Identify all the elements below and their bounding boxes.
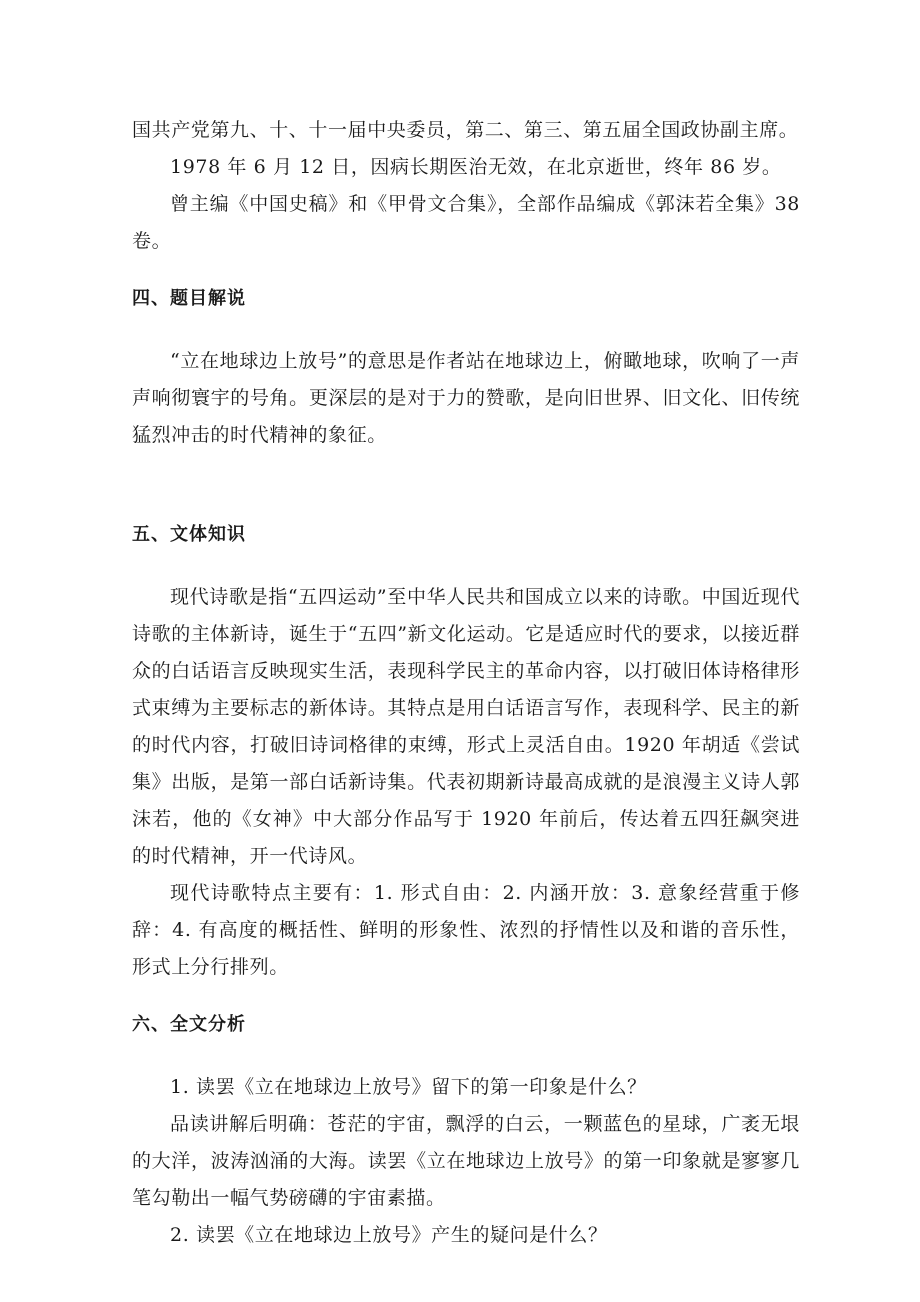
intro-line-3: 曾主编《中国史稿》和《甲骨文合集》，全部作品编成《郭沫若全集》38 卷。 [132,193,800,252]
section-5-paragraph-2: 现代诗歌特点主要有：1. 形式自由：2. 内涵开放：3. 意象经营重于修辞：4. 有高度的概括性、鲜明的形象性、浓烈的抒情性以及和谐的音乐性，形式上分行排列。 [132,882,800,978]
section-5-paragraph-1: 现代诗歌是指“五四运动”至中华人民共和国成立以来的诗歌。中国近现代诗歌的主体新诗，诞生于“五四”新文化运动。它是适应时代的要求，以接近群众的白话语言反映现实生活，表现科学民主的革命内容，以打破旧体诗格律形式束缚为主要标志的新体诗。其特点是用白话语言写作，表现科学、民主的新的时代内容，打破旧诗词格律的束缚，形式上灵活自由。1920 年胡适《尝试集》出版，是第一部白话新诗集。代表初期新诗最高成就的是浪漫主义诗人郭沫若，他的《女神》中大部分作品写于 1920 年前后，传达着五四狂飙突进的时代精神，开一代诗风。 [132,586,800,867]
answer-1: 品读讲解后明确：苍茫的宇宙，飘浮的白云，一颗蓝色的星球，广袤无垠的大洋，波涛汹涌的大海。读罢《立在地球边上放号》的第一印象就是寥寥几笔勾勒出一幅气势磅礴的宇宙素描。 [132,1113,800,1209]
section-6-heading: 六、全文分析 [132,1014,246,1035]
section-4-heading: 四、题目解说 [132,288,246,309]
document-page [132,112,800,1254]
question-2: 2. 读罢《立在地球边上放号》产生的疑问是什么？ [170,1224,608,1246]
intro-line-1: 国共产党第九、十、十一届中央委员，第二、第三、第五届全国政协副主席。 [132,119,799,141]
section-4-paragraph: “立在地球边上放号”的意思是作者站在地球边上，俯瞰地球，吹响了一声声响彻寰宇的号角。更深层的是对于力的赞歌，是向旧世界、旧文化、旧传统猛烈冲击的时代精神的象征。 [132,350,800,446]
section-5-heading: 五、文体知识 [132,524,246,545]
intro-line-2: 1978 年 6 月 12 日，因病长期医治无效，在北京逝世，终年 86 岁。 [170,156,782,178]
question-1: 1. 读罢《立在地球边上放号》留下的第一印象是什么？ [170,1076,647,1098]
